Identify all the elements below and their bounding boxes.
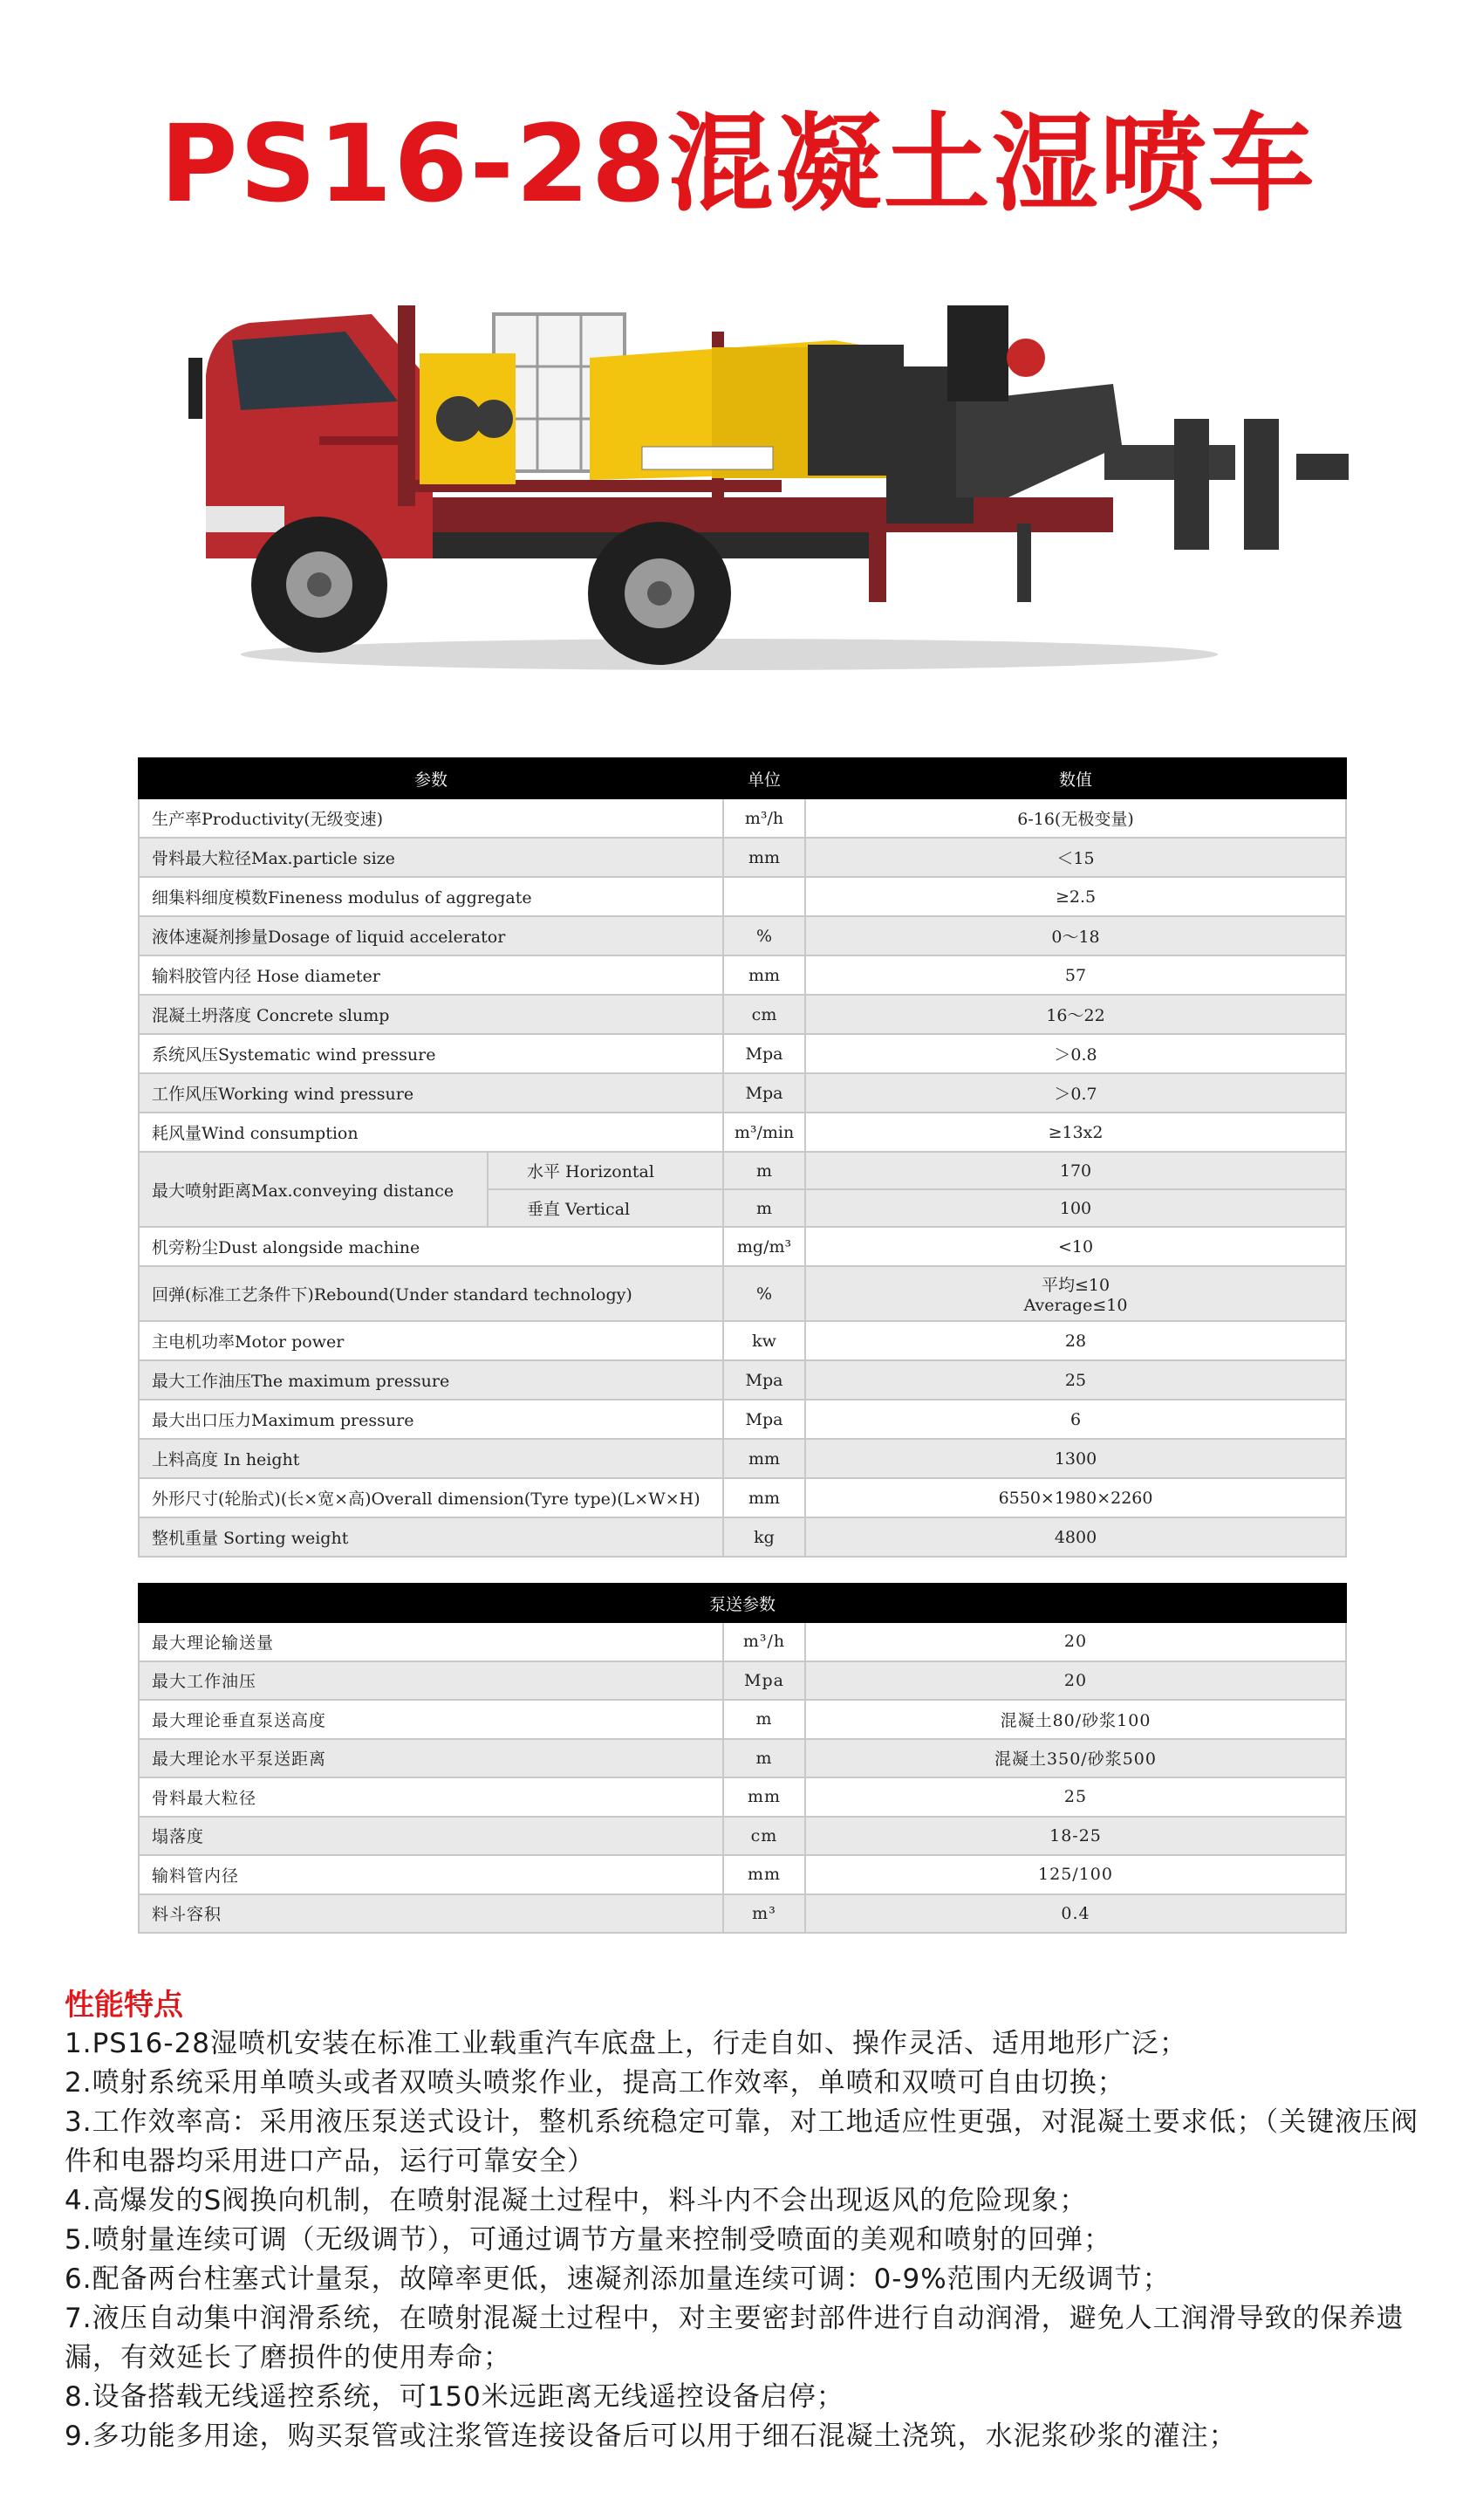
table-row <box>139 1739 1346 1778</box>
param-value: ＜15 <box>805 838 1346 877</box>
table-row <box>139 1152 1346 1189</box>
param-value: 6-16(无极变量) <box>805 798 1346 838</box>
table-row <box>139 995 1346 1034</box>
nozzle-end <box>1296 454 1349 480</box>
rebound-value-cn: 平均≤10 <box>1041 1276 1110 1295</box>
param-name: 最大出口压力Maximum pressure <box>139 1400 723 1439</box>
chassis-frame <box>433 497 1113 532</box>
feature-item: 1.PS16-28湿喷机安装在标准工业载重汽车底盘上，行走自如、操作灵活、适用地形广泛； <box>65 2028 1188 2059</box>
front-wheel <box>251 517 387 653</box>
param-value: 57 <box>805 955 1346 995</box>
param-name: 耗风量Wind consumption <box>139 1113 723 1152</box>
page-title: PS16-28混凝土湿喷车 <box>160 102 1316 226</box>
param-unit: Mpa <box>723 1400 805 1439</box>
table-row <box>139 838 1346 877</box>
param-value: ＞0.7 <box>805 1073 1346 1113</box>
param-value <box>805 1266 1346 1321</box>
cab-door-line <box>319 436 407 445</box>
table-row <box>139 1034 1346 1073</box>
ground-shadow <box>241 639 1218 670</box>
side-mirror <box>188 358 202 419</box>
param-unit: Mpa <box>723 1661 805 1701</box>
param-name: 工作风压Working wind pressure <box>139 1073 723 1113</box>
features-list <box>65 2024 1425 2456</box>
table-row <box>139 1517 1346 1557</box>
param-unit <box>723 877 805 916</box>
param-name: 输料胶管内径 Hose diameter <box>139 955 723 995</box>
param-unit: m³/h <box>723 1622 805 1661</box>
param-unit: Mpa <box>723 1034 805 1073</box>
param-value: 25 <box>805 1777 1346 1817</box>
param-value: 20 <box>805 1622 1346 1661</box>
feature-item: 8.设备搭载无线遥控系统，可150米远距离无线遥控设备启停； <box>65 2381 844 2413</box>
param-value: <10 <box>805 1227 1346 1266</box>
param-name: 骨料最大粒径Max.particle size <box>139 838 723 877</box>
table-row <box>139 1894 1346 1934</box>
param-unit: m³ <box>723 1894 805 1934</box>
feature-item: 9.多功能多用途，购买泵管或注浆管连接设备后可以用于细石混凝土浇筑，水泥浆砂浆的灌注； <box>65 2421 1237 2452</box>
feature-item: 3.工作效率高：采用液压泵送式设计，整机系统稳定可靠，对工地适应性更强，对混凝土要求低；（关键液压阀件和电器均采用进口产品，运行可靠安全） <box>65 2106 1419 2177</box>
param-unit: mm <box>723 955 805 995</box>
param-value: ＞0.8 <box>805 1034 1346 1073</box>
param-value: 125/100 <box>805 1855 1346 1894</box>
param-unit: m³/h <box>723 798 805 838</box>
param-unit: m <box>723 1152 805 1189</box>
param-unit: Mpa <box>723 1360 805 1400</box>
distance-vertical-label: 垂直 Vertical <box>488 1189 723 1227</box>
param-unit: m <box>723 1700 805 1739</box>
outrigger <box>869 524 886 602</box>
table-row <box>139 955 1346 995</box>
table-row <box>139 1073 1346 1113</box>
param-unit: Mpa <box>723 1073 805 1113</box>
param-name: 生产率Productivity(无级变速) <box>139 798 723 838</box>
nozzle-pipe-1 <box>1174 419 1209 550</box>
param-unit: cm <box>723 1817 805 1856</box>
table-row <box>139 1661 1346 1701</box>
spray-manifold <box>1104 445 1235 480</box>
param-unit: mm <box>723 1855 805 1894</box>
param-name: 外形尺寸(轮胎式)(长×宽×高)Overall dimension(Tyre type)(L×W×H) <box>139 1478 723 1517</box>
rebound-value-en: Average≤10 <box>1023 1296 1128 1315</box>
param-unit: mm <box>723 1777 805 1817</box>
param-unit: cm <box>723 995 805 1034</box>
distance-horizontal-label: 水平 Horizontal <box>488 1152 723 1189</box>
control-box <box>947 305 1008 401</box>
param-value: 170 <box>805 1152 1346 1189</box>
table-row <box>139 1360 1346 1400</box>
pump-header-row <box>139 1584 1346 1622</box>
param-name: 回弹(标准工艺条件下)Rebound(Under standard technology) <box>139 1266 723 1321</box>
pump-table <box>138 1583 1347 1934</box>
cab-bumper <box>206 506 284 532</box>
feature-item: 7.液压自动集中润滑系统，在喷射混凝土过程中，对主要密封部件进行自动润滑，避免人工润滑导致的保养遗漏，有效延长了磨损件的使用寿命； <box>65 2303 1404 2373</box>
param-value: 1300 <box>805 1439 1346 1478</box>
param-value: 25 <box>805 1360 1346 1400</box>
param-unit: kw <box>723 1321 805 1360</box>
param-name: 塌落度 <box>139 1817 723 1856</box>
param-unit: m <box>723 1739 805 1778</box>
param-unit: mm <box>723 1439 805 1478</box>
param-unit: mm <box>723 838 805 877</box>
param-value: 20 <box>805 1661 1346 1701</box>
param-value: 6 <box>805 1400 1346 1439</box>
table-row <box>139 1439 1346 1478</box>
param-unit: mm <box>723 1478 805 1517</box>
param-name: 机旁粉尘Dust alongside machine <box>139 1227 723 1266</box>
table-row <box>139 1855 1346 1894</box>
param-value: 混凝土80/砂浆100 <box>805 1700 1346 1739</box>
param-value: 混凝土350/砂浆500 <box>805 1739 1346 1778</box>
param-name: 整机重量 Sorting weight <box>139 1517 723 1557</box>
distance-name: 最大喷射距离Max.conveying distance <box>139 1152 488 1227</box>
param-value: ≥13x2 <box>805 1113 1346 1152</box>
spec-header-row <box>139 758 1346 798</box>
nozzle-pipe-2 <box>1244 419 1279 550</box>
param-name: 上料高度 In height <box>139 1439 723 1478</box>
spec-table <box>138 757 1347 1558</box>
param-name: 主电机功率Motor power <box>139 1321 723 1360</box>
feature-item: 2.喷射系统采用单喷头或者双喷头喷浆作业，提高工作效率，单喷和双喷可自由切换； <box>65 2067 1125 2099</box>
rail-post-1 <box>398 305 415 506</box>
features-title: 性能特点 <box>65 1988 183 2023</box>
nameplate <box>642 447 773 469</box>
spec-header-param: 参数 <box>139 758 723 798</box>
param-value: 6550×1980×2260 <box>805 1478 1346 1517</box>
feature-item: 5.喷射量连续可调（无级调节），可通过调节方量来控制受喷面的美观和喷射的回弹； <box>65 2224 1112 2256</box>
param-value: 18-25 <box>805 1817 1346 1856</box>
param-name: 最大理论水平泵送距离 <box>139 1739 723 1778</box>
red-lamp <box>1007 339 1045 377</box>
rear-stand <box>1017 524 1031 602</box>
table-row <box>139 877 1346 916</box>
param-unit: m³/min <box>723 1113 805 1152</box>
table-row <box>139 1266 1346 1321</box>
param-unit: mg/m³ <box>723 1227 805 1266</box>
table-row <box>139 1817 1346 1856</box>
param-name: 骨料最大粒径 <box>139 1777 723 1817</box>
spec-header-value: 数值 <box>805 758 1346 798</box>
table-row <box>139 1227 1346 1266</box>
table-row <box>139 1777 1346 1817</box>
table-row <box>139 1700 1346 1739</box>
param-unit: m <box>723 1189 805 1227</box>
param-unit: % <box>723 916 805 955</box>
truck-image <box>171 244 1384 681</box>
table-row <box>139 916 1346 955</box>
param-name: 料斗容积 <box>139 1894 723 1934</box>
table-row <box>139 1113 1346 1152</box>
table-row <box>139 798 1346 838</box>
rear-wheel <box>588 522 731 665</box>
table-row <box>139 1321 1346 1360</box>
param-name: 最大工作油压 <box>139 1661 723 1701</box>
param-unit: % <box>723 1266 805 1321</box>
param-unit: kg <box>723 1517 805 1557</box>
param-value: 16～22 <box>805 995 1346 1034</box>
pump-header: 泵送参数 <box>139 1584 1346 1622</box>
param-name: 液体速凝剂掺量Dosage of liquid accelerator <box>139 916 723 955</box>
feature-item: 4.高爆发的S阀换向机制，在喷射混凝土过程中，料斗内不会出现返风的危险现象； <box>65 2185 1088 2216</box>
param-value: 28 <box>805 1321 1346 1360</box>
param-name: 最大工作油压The maximum pressure <box>139 1360 723 1400</box>
param-value: 0.4 <box>805 1894 1346 1934</box>
table-row <box>139 1478 1346 1517</box>
param-name: 最大理论输送量 <box>139 1622 723 1661</box>
spec-header-unit: 单位 <box>723 758 805 798</box>
param-value: 0～18 <box>805 916 1346 955</box>
param-value: ≥2.5 <box>805 877 1346 916</box>
param-name: 系统风压Systematic wind pressure <box>139 1034 723 1073</box>
param-value: 4800 <box>805 1517 1346 1557</box>
table-row <box>139 1400 1346 1439</box>
param-name: 细集料细度模数Fineness modulus of aggregate <box>139 877 723 916</box>
param-name: 最大理论垂直泵送高度 <box>139 1700 723 1739</box>
table-row <box>139 1622 1346 1661</box>
param-name: 混凝土坍落度 Concrete slump <box>139 995 723 1034</box>
param-name: 输料管内径 <box>139 1855 723 1894</box>
param-value: 100 <box>805 1189 1346 1227</box>
feature-item: 6.配备两台柱塞式计量泵，故障率更低，速凝剂添加量连续可调：0-9%范围内无级调节； <box>65 2263 1171 2295</box>
